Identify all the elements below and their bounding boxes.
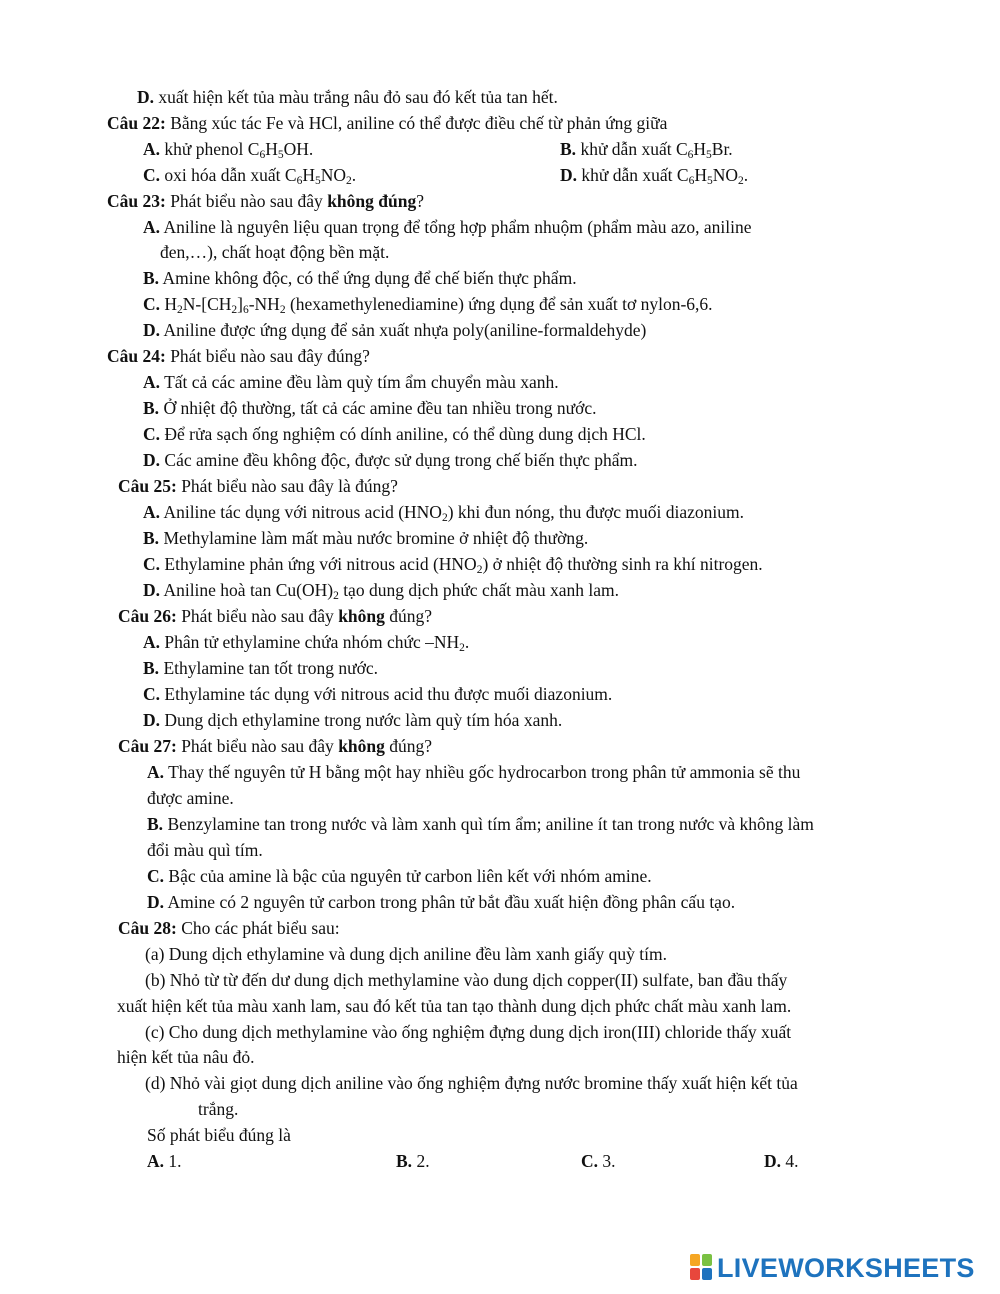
q24-option-c[interactable]: C. Để rửa sạch ống nghiệm có dính aniline, có thể dùng dung dịch HCl. bbox=[143, 424, 646, 444]
q25-option-b[interactable]: B. Methylamine làm mất màu nước bromine ở nhiệt độ thường. bbox=[143, 528, 589, 548]
q22-option-a[interactable]: A. khử phenol $C_6H_5OH$. bbox=[143, 139, 314, 161]
q27-option-b[interactable]: B. Benzylamine tan trong nước và làm xanh quì tím ẩm; aniline ít tan trong nước và không làm bbox=[147, 814, 814, 834]
q24-option-b[interactable]: B. Ở nhiệt độ thường, tất cả các amine đều tan nhiều trong nước. bbox=[143, 398, 597, 418]
q25-option-c[interactable]: C. Ethylamine phản ứng với nitrous acid $(HNO_2)$ ở nhiệt độ thường sinh ra khí nitrogen. bbox=[143, 554, 763, 576]
liveworksheets-logo[interactable] bbox=[690, 1251, 975, 1285]
q27-option-a-cont[interactable]: được amine. bbox=[147, 788, 234, 808]
q26-option-d[interactable]: D. Dung dịch ethylamine trong nước làm quỳ tím hóa xanh. bbox=[143, 710, 563, 730]
q27-option-a[interactable]: A. Thay thế nguyên tử H bằng một hay nhiều gốc hydrocarbon trong phân tử ammonia sẽ thu bbox=[147, 762, 801, 782]
q23-option-a-cont[interactable]: đen,…), chất hoạt động bền mặt. bbox=[160, 242, 390, 262]
q22-option-c[interactable]: C. oxi hóa dẫn xuất $C_6H_5NO_2$. bbox=[143, 165, 357, 187]
q23-option-d[interactable]: D. Aniline được ứng dụng để sản xuất nhựa poly(aniline-formaldehyde) bbox=[143, 320, 647, 340]
q28-statement-c: (c) Cho dung dịch methylamine vào ống nghiệm đựng dung dịch iron(III) chloride thấy xuất bbox=[145, 1022, 792, 1042]
q24-option-d[interactable]: D. Các amine đều không độc, được sử dụng trong chế biến thực phẩm. bbox=[143, 450, 638, 470]
q28-statement-c-cont: hiện kết tủa nâu đỏ. bbox=[117, 1047, 255, 1067]
q28-statement-b: (b) Nhỏ từ từ đến dư dung dịch methylamine vào dung dịch copper(II) sulfate, ban đầu thấy bbox=[145, 970, 788, 990]
q27-option-b-cont[interactable]: đổi màu quì tím. bbox=[147, 840, 263, 860]
q28-statement-a: (a) Dung dịch ethylamine và dung dịch aniline đều làm xanh giấy quỳ tím. bbox=[145, 944, 667, 964]
q27-option-c[interactable]: C. Bậc của amine là bậc của nguyên tử carbon liên kết với nhóm amine. bbox=[147, 866, 652, 886]
q23-option-a[interactable]: A. Aniline là nguyên liệu quan trọng để tổng hợp phẩm nhuộm (phẩm màu azo, aniline bbox=[143, 217, 752, 237]
liveworksheets-logo-text: LIVEWORKSHEETS bbox=[717, 1252, 975, 1283]
q22-option-d[interactable]: D. khử dẫn xuất $C_6H_5NO_2$. bbox=[560, 165, 749, 187]
q26-option-c[interactable]: C. Ethylamine tác dụng với nitrous acid thu được muối diazonium. bbox=[143, 684, 613, 704]
q23-stem: Câu 23: Phát biểu nào sau đây không đúng? bbox=[107, 191, 424, 211]
q26-stem: Câu 26: Phát biểu nào sau đây không đúng? bbox=[118, 606, 433, 626]
q26-option-a[interactable]: A. Phân tử ethylamine chứa nhóm chức $-NH_2$. bbox=[143, 632, 470, 654]
q28-statement-b-cont: xuất hiện kết tủa màu xanh lam, sau đó kết tủa tan tạo thành dung dịch phức chất màu xanh lam. bbox=[117, 996, 792, 1016]
q26-option-b[interactable]: B. Ethylamine tan tốt trong nước. bbox=[143, 658, 379, 678]
q23-option-c[interactable]: C. $H_2N-[CH_2]_6-NH_2$ (hexamethylenediamine) ứng dụng để sản xuất tơ nylon-6,6. bbox=[143, 294, 713, 316]
q28-option-d[interactable]: D. 4. bbox=[764, 1151, 799, 1171]
q21-option-d[interactable]: D. xuất hiện kết tủa màu trắng nâu đỏ sau đó kết tủa tan hết. bbox=[137, 87, 558, 107]
q28-option-c[interactable]: C. 3. bbox=[581, 1151, 616, 1171]
liveworksheets-logo-icon bbox=[690, 1254, 714, 1282]
q23-option-b[interactable]: B. Amine không độc, có thể ứng dụng để chế biến thực phẩm. bbox=[143, 268, 577, 288]
q28-statement-d-cont: trắng. bbox=[198, 1099, 239, 1119]
q24-stem: Câu 24: Phát biểu nào sau đây đúng? bbox=[107, 346, 370, 366]
q25-option-d[interactable]: D. Aniline hoà $\tan Cu(OH)_2$ tạo dung dịch phức chất màu xanh lam. bbox=[143, 580, 619, 602]
q27-option-d[interactable]: D. Amine có 2 nguyên tử carbon trong phân tử bắt đầu xuất hiện đồng phân cấu tạo. bbox=[147, 892, 736, 912]
q27-stem: Câu 27: Phát biểu nào sau đây không đúng? bbox=[118, 736, 433, 756]
q28-option-a[interactable]: A. 1. bbox=[147, 1151, 182, 1171]
q25-option-a[interactable]: A. Aniline tác dụng với nitrous acid $(HNO_2)$ khi đun nóng, thu được muối diazonium. bbox=[143, 502, 744, 524]
q28-statement-d: (d) Nhỏ vài giọt dung dịch aniline vào ống nghiệm đựng nước bromine thấy xuất hiện kết tủa bbox=[145, 1073, 798, 1093]
q22-stem: Câu 22: Bằng xúc tác Fe và HCl, aniline có thể được điều chế từ phản ứng giữa bbox=[107, 113, 668, 133]
q22-option-b[interactable]: B. khử dẫn xuất $C_6H_5Br$. bbox=[560, 139, 733, 161]
q28-option-b[interactable]: B. 2. bbox=[396, 1151, 430, 1171]
q28-stem: Câu 28: Cho các phát biểu sau: bbox=[118, 918, 340, 938]
q28-question: Số phát biểu đúng là bbox=[147, 1125, 291, 1145]
q24-option-a[interactable]: A. Tất cả các amine đều làm quỳ tím ẩm chuyển màu xanh. bbox=[143, 372, 559, 392]
q25-stem: Câu 25: Phát biểu nào sau đây là đúng? bbox=[118, 476, 398, 496]
